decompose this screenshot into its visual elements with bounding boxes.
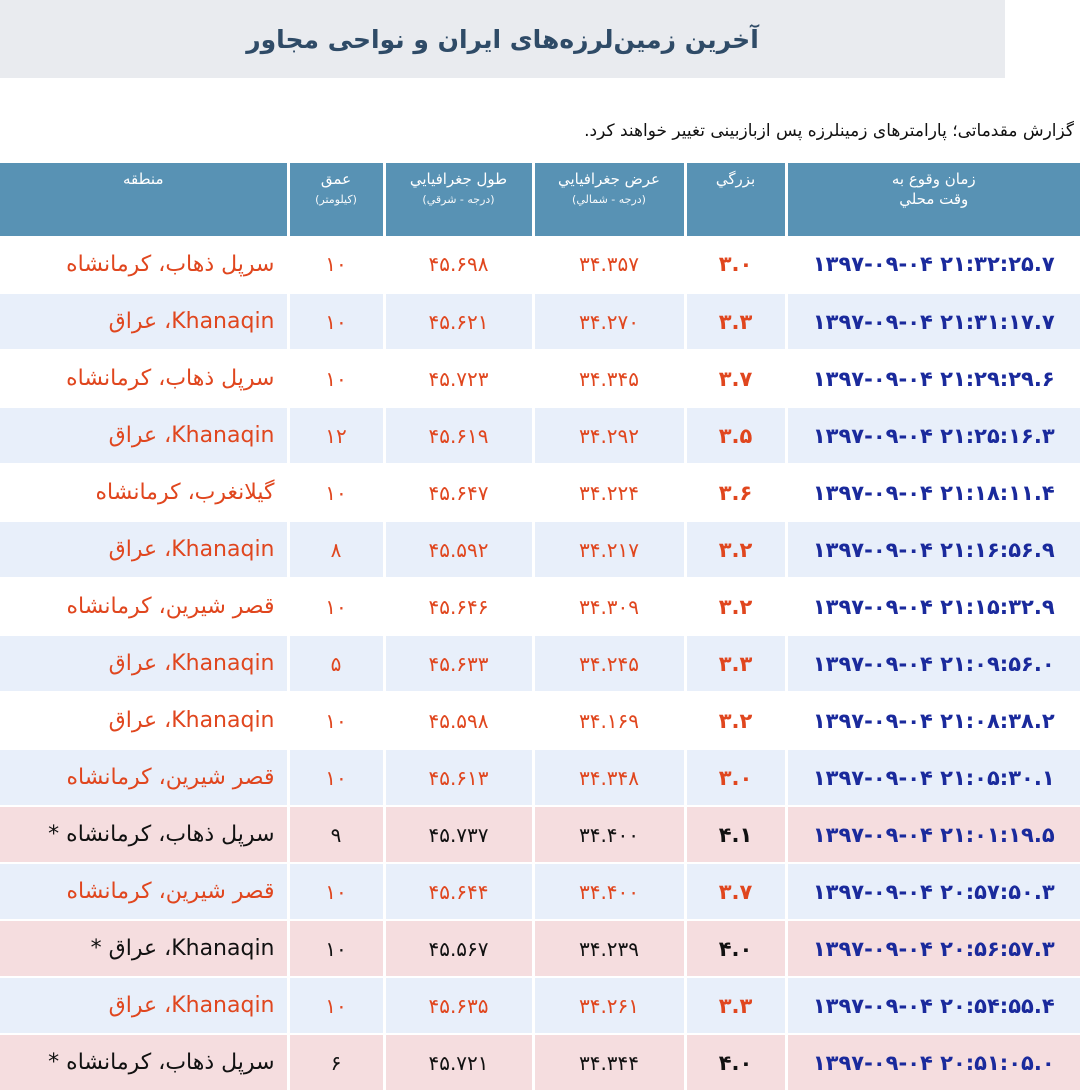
event-latitude: ۳۴.۲۶۱ xyxy=(533,977,685,1034)
table-row[interactable] xyxy=(0,806,1080,863)
event-latitude: ۳۴.۲۷۰ xyxy=(533,293,685,350)
event-longitude: ۴۵.۶۴۷ xyxy=(384,464,533,521)
event-latitude: ۳۴.۴۰۰ xyxy=(533,863,685,920)
header-longitude-label: طول جغرافيايي xyxy=(409,170,508,188)
header-time[interactable] xyxy=(786,163,1080,236)
event-longitude: ۴۵.۶۳۳ xyxy=(384,635,533,692)
event-magnitude: ۴.۰ xyxy=(685,920,786,977)
table-row[interactable] xyxy=(0,1034,1080,1091)
event-longitude: ۴۵.۷۲۱ xyxy=(384,1034,533,1091)
event-depth: ۵ xyxy=(288,635,384,692)
event-longitude: ۴۵.۶۱۹ xyxy=(384,407,533,464)
event-time: ۱۳۹۷-۰۹-۰۴ ۲۱:۰۸:۳۸.۲ xyxy=(786,692,1080,749)
earthquake-table xyxy=(0,163,1080,1092)
event-latitude: ۳۴.۲۴۵ xyxy=(533,635,685,692)
event-latitude: ۳۴.۳۴۴ xyxy=(533,1034,685,1091)
event-magnitude: ۳.۳ xyxy=(685,977,786,1034)
event-depth: ۱۰ xyxy=(288,749,384,806)
event-magnitude: ۴.۰ xyxy=(685,1034,786,1091)
event-region: گیلانغرب، کرمانشاه xyxy=(0,464,288,521)
header-depth-unit: (کيلومتر) xyxy=(315,193,357,206)
event-region: سرپل ذهاب، کرمانشاه xyxy=(0,236,288,293)
event-region: سرپل ذهاب، کرمانشاه xyxy=(0,350,288,407)
event-magnitude: ۴.۱ xyxy=(685,806,786,863)
table-row[interactable] xyxy=(0,977,1080,1034)
event-depth: ۱۰ xyxy=(288,293,384,350)
event-longitude: ۴۵.۵۶۷ xyxy=(384,920,533,977)
event-latitude: ۳۴.۲۹۲ xyxy=(533,407,685,464)
event-depth: ۱۰ xyxy=(288,350,384,407)
event-magnitude: ۳.۳ xyxy=(685,635,786,692)
header-region-label: منطقه xyxy=(123,170,164,188)
header-time-line2: وقت محلي xyxy=(899,190,969,208)
event-latitude: ۳۴.۳۴۸ xyxy=(533,749,685,806)
event-depth: ۱۰ xyxy=(288,464,384,521)
header-depth[interactable] xyxy=(288,163,384,236)
table-row[interactable] xyxy=(0,350,1080,407)
event-longitude: ۴۵.۵۹۸ xyxy=(384,692,533,749)
event-depth: ۶ xyxy=(288,1034,384,1091)
event-time: ۱۳۹۷-۰۹-۰۴ ۲۱:۰۵:۳۰.۱ xyxy=(786,749,1080,806)
table-row[interactable] xyxy=(0,236,1080,293)
event-depth: ۱۰ xyxy=(288,920,384,977)
event-magnitude: ۳.۰ xyxy=(685,236,786,293)
event-longitude: ۴۵.۶۲۱ xyxy=(384,293,533,350)
event-time: ۱۳۹۷-۰۹-۰۴ ۲۱:۲۹:۲۹.۶ xyxy=(786,350,1080,407)
event-latitude: ۳۴.۳۰۹ xyxy=(533,578,685,635)
header-longitude[interactable] xyxy=(384,163,533,236)
event-magnitude: ۳.۵ xyxy=(685,407,786,464)
table-row[interactable] xyxy=(0,521,1080,578)
event-magnitude: ۳.۷ xyxy=(685,350,786,407)
event-depth: ۱۰ xyxy=(288,977,384,1034)
header-latitude[interactable] xyxy=(533,163,685,236)
event-depth: ۱۲ xyxy=(288,407,384,464)
event-latitude: ۳۴.۴۰۰ xyxy=(533,806,685,863)
event-region: سرپل ذهاب، کرمانشاه * xyxy=(0,806,288,863)
event-magnitude: ۳.۲ xyxy=(685,578,786,635)
event-depth: ۱۰ xyxy=(288,578,384,635)
event-longitude: ۴۵.۶۹۸ xyxy=(384,236,533,293)
event-longitude: ۴۵.۶۱۳ xyxy=(384,749,533,806)
event-region: Khanaqin، عراق xyxy=(0,635,288,692)
header-magnitude-label: بزرگي xyxy=(715,170,756,188)
event-latitude: ۳۴.۳۴۵ xyxy=(533,350,685,407)
event-region: قصر شیرین، کرمانشاه xyxy=(0,863,288,920)
event-magnitude: ۳.۳ xyxy=(685,293,786,350)
event-region: Khanaqin، عراق xyxy=(0,521,288,578)
header-latitude-unit: (درجه - شمالي) xyxy=(572,193,646,206)
event-region: قصر شیرین، کرمانشاه xyxy=(0,749,288,806)
event-latitude: ۳۴.۲۱۷ xyxy=(533,521,685,578)
page-title: آخرین زمین‌لرزه‌های ایران و نواحی مجاور xyxy=(246,24,759,54)
header-depth-label: عمق xyxy=(320,170,352,188)
event-region: Khanaqin، عراق * xyxy=(0,920,288,977)
event-longitude: ۴۵.۶۴۴ xyxy=(384,863,533,920)
event-region: Khanaqin، عراق xyxy=(0,407,288,464)
page-header xyxy=(0,0,1005,78)
event-time: ۱۳۹۷-۰۹-۰۴ ۲۱:۱۵:۳۲.۹ xyxy=(786,578,1080,635)
table-row[interactable] xyxy=(0,578,1080,635)
event-time: ۱۳۹۷-۰۹-۰۴ ۲۰:۵۱:۰۵.۰ xyxy=(786,1034,1080,1091)
table-row[interactable] xyxy=(0,407,1080,464)
header-magnitude[interactable] xyxy=(685,163,786,236)
preliminary-notice: گزارش مقدماتی؛ پارامترهای زمینلرزه پس ازبازبینی تغییر خواهند کرد. xyxy=(584,121,1074,141)
event-time: ۱۳۹۷-۰۹-۰۴ ۲۱:۰۱:۱۹.۵ xyxy=(786,806,1080,863)
table-row[interactable] xyxy=(0,692,1080,749)
event-time: ۱۳۹۷-۰۹-۰۴ ۲۱:۲۵:۱۶.۳ xyxy=(786,407,1080,464)
event-magnitude: ۳.۰ xyxy=(685,749,786,806)
event-time: ۱۳۹۷-۰۹-۰۴ ۲۱:۱۸:۱۱.۴ xyxy=(786,464,1080,521)
header-time-line1: زمان وقوع به xyxy=(891,170,976,188)
event-longitude: ۴۵.۶۴۶ xyxy=(384,578,533,635)
event-longitude: ۴۵.۷۲۳ xyxy=(384,350,533,407)
event-latitude: ۳۴.۲۳۹ xyxy=(533,920,685,977)
event-longitude: ۴۵.۶۳۵ xyxy=(384,977,533,1034)
event-latitude: ۳۴.۱۶۹ xyxy=(533,692,685,749)
event-region: Khanaqin، عراق xyxy=(0,692,288,749)
event-magnitude: ۳.۲ xyxy=(685,692,786,749)
event-time: ۱۳۹۷-۰۹-۰۴ ۲۱:۳۲:۲۵.۷ xyxy=(786,236,1080,293)
event-region: قصر شیرین، کرمانشاه xyxy=(0,578,288,635)
event-depth: ۱۰ xyxy=(288,236,384,293)
table-row[interactable] xyxy=(0,635,1080,692)
table-header-row xyxy=(0,163,1080,236)
event-latitude: ۳۴.۲۲۴ xyxy=(533,464,685,521)
event-longitude: ۴۵.۵۹۲ xyxy=(384,521,533,578)
table-row[interactable] xyxy=(0,749,1080,806)
event-depth: ۱۰ xyxy=(288,692,384,749)
event-magnitude: ۳.۷ xyxy=(685,863,786,920)
table-row[interactable] xyxy=(0,920,1080,977)
event-depth: ۸ xyxy=(288,521,384,578)
header-latitude-label: عرض جغرافيايي xyxy=(557,170,661,188)
event-time: ۱۳۹۷-۰۹-۰۴ ۲۱:۱۶:۵۶.۹ xyxy=(786,521,1080,578)
event-time: ۱۳۹۷-۰۹-۰۴ ۲۰:۵۷:۵۰.۳ xyxy=(786,863,1080,920)
event-region: سرپل ذهاب، کرمانشاه * xyxy=(0,1034,288,1091)
header-longitude-unit: (درجه - شرقي) xyxy=(422,193,495,206)
event-time: ۱۳۹۷-۰۹-۰۴ ۲۱:۳۱:۱۷.۷ xyxy=(786,293,1080,350)
event-latitude: ۳۴.۳۵۷ xyxy=(533,236,685,293)
event-region: Khanaqin، عراق xyxy=(0,293,288,350)
event-depth: ۹ xyxy=(288,806,384,863)
event-time: ۱۳۹۷-۰۹-۰۴ ۲۰:۵۶:۵۷.۳ xyxy=(786,920,1080,977)
event-magnitude: ۳.۶ xyxy=(685,464,786,521)
event-magnitude: ۳.۲ xyxy=(685,521,786,578)
table-row[interactable] xyxy=(0,464,1080,521)
header-region[interactable] xyxy=(0,163,288,236)
event-longitude: ۴۵.۷۳۷ xyxy=(384,806,533,863)
table-row[interactable] xyxy=(0,863,1080,920)
event-region: Khanaqin، عراق xyxy=(0,977,288,1034)
event-depth: ۱۰ xyxy=(288,863,384,920)
event-time: ۱۳۹۷-۰۹-۰۴ ۲۱:۰۹:۵۶.۰ xyxy=(786,635,1080,692)
table-row[interactable] xyxy=(0,293,1080,350)
event-time: ۱۳۹۷-۰۹-۰۴ ۲۰:۵۴:۵۵.۴ xyxy=(786,977,1080,1034)
